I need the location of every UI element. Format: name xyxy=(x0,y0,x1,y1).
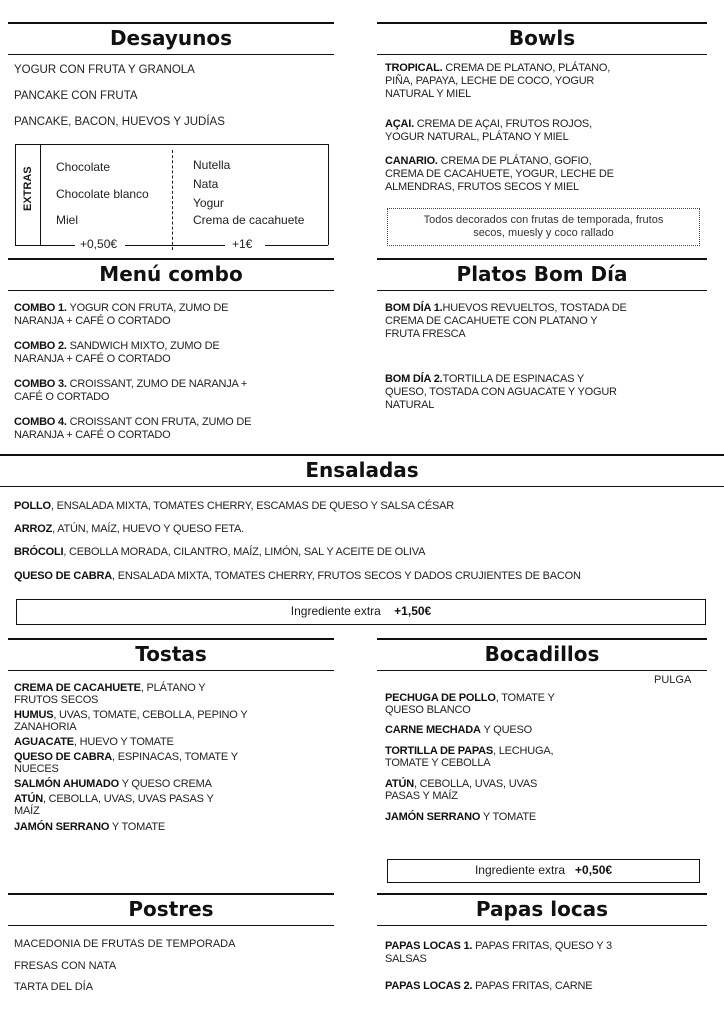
tosta-desc: , ESPINACAS, TOMATE Y xyxy=(112,751,238,763)
tosta-name: SALMÓN AHUMADO xyxy=(14,778,119,790)
combo-title: Menú combo xyxy=(99,262,243,286)
tosta-item xyxy=(14,821,334,833)
bomdia-name: BOM DÍA 2. xyxy=(385,373,443,385)
tostas-list xyxy=(14,682,334,833)
postre-item: FRESAS CON NATA xyxy=(14,960,117,972)
bowls-note: secos, muesly y coco rallado xyxy=(473,227,614,239)
papas-desc: SALSAS xyxy=(385,953,427,965)
bomdia-desc: TORTILLA DE ESPINACAS Y xyxy=(442,373,585,385)
ensalada-item xyxy=(14,570,714,583)
tosta-desc: FRUTOS SECOS xyxy=(14,694,99,706)
tosta-item xyxy=(14,778,334,790)
combo-desc: CROISSANT, ZUMO DE NARANJA + xyxy=(66,378,248,390)
combo-item xyxy=(14,416,334,442)
bomdia-title: Platos Bom Día xyxy=(456,262,628,286)
desayunos-title: Desayunos xyxy=(109,26,233,50)
ensaladas-title: Ensaladas xyxy=(305,458,419,482)
tosta-name: HUMUS xyxy=(14,709,54,721)
bocadillos-list xyxy=(385,692,705,823)
menu-item: PANCAKE CON FRUTA xyxy=(14,90,138,102)
bowl-item xyxy=(385,155,705,194)
bocadillo-desc: PASAS Y MAÍZ xyxy=(385,790,458,802)
menu-item: YOGUR CON FRUTA Y GRANOLA xyxy=(14,64,195,76)
bowl-name: TROPICAL. xyxy=(385,62,443,74)
combo-desc: SANDWICH MIXTO, ZUMO DE xyxy=(66,340,220,352)
tosta-item xyxy=(14,736,334,748)
combo-item xyxy=(14,378,334,404)
combo-desc: NARANJA + CAFÉ O CORTADO xyxy=(14,353,171,365)
bowl-desc: NATURAL Y MIEL xyxy=(385,88,472,100)
bowl-desc: ALMENDRAS, FRUTOS SECOS Y MIEL xyxy=(385,181,579,193)
tosta-item xyxy=(14,682,334,694)
pulga-label: PULGA xyxy=(654,674,692,686)
bowl-desc: PIÑA, PAPAYA, LECHE DE COCO, YOGUR xyxy=(385,75,595,87)
bowl-desc: CREMA DE AÇAI, FRUTOS ROJOS, xyxy=(413,118,592,130)
bocadillo-desc: Y QUESO xyxy=(480,724,532,736)
postres-header xyxy=(8,893,334,926)
extras-label: EXTRAS xyxy=(22,166,34,211)
tosta-name: AGUACATE xyxy=(14,736,74,748)
bocadillo-desc: , TOMATE Y xyxy=(495,692,555,704)
bocadillo-item xyxy=(385,745,705,757)
tosta-desc: , CEBOLLA, UVAS, UVAS PASAS Y xyxy=(42,793,214,805)
bowls-note-box xyxy=(387,208,700,246)
ensalada-item xyxy=(14,523,714,536)
extras-price-1: +0,50€ xyxy=(80,237,118,251)
ensaladas-extra-box xyxy=(16,599,706,625)
tostas-header xyxy=(8,638,334,671)
extra-price: +0,50€ xyxy=(575,863,613,877)
ensalada-desc: , ENSALADA MIXTA, TOMATES CHERRY, FRUTOS SECOS Y DADOS CRUJIENTES DE BACON xyxy=(112,570,581,582)
combo-name: COMBO 3. xyxy=(14,378,67,390)
bowls-header xyxy=(377,22,707,55)
bowls-title: Bowls xyxy=(508,26,576,50)
combo-item xyxy=(14,340,334,366)
extra-item: Nutella xyxy=(193,158,231,172)
papas-item xyxy=(385,980,705,993)
bowl-item xyxy=(385,118,705,144)
bocadillo-item xyxy=(385,778,705,790)
bowl-desc: YOGUR NATURAL, PLÁTANO Y MIEL xyxy=(385,131,569,143)
extra-price: +1,50€ xyxy=(394,604,432,618)
ensalada-name: BRÓCOLI xyxy=(14,546,64,558)
ensalada-desc: , ATÚN, MAÍZ, HUEVO Y QUESO FETA. xyxy=(52,523,244,535)
bowls-note: Todos decorados con frutas de temporada, frutos xyxy=(423,214,664,226)
bocadillo-item xyxy=(385,724,705,736)
menu-item: PANCAKE, BACON, HUEVOS Y JUDÍAS xyxy=(14,116,225,128)
tosta-desc: NUECES xyxy=(14,763,59,775)
extra-item: Chocolate xyxy=(56,160,111,174)
bocadillos-title: Bocadillos xyxy=(484,642,600,666)
extra-item: Chocolate blanco xyxy=(56,187,149,201)
tosta-desc: , PLÁTANO Y xyxy=(140,682,206,694)
bomdia-desc: CREMA DE CACAHUETE CON PLATANO Y xyxy=(385,315,598,327)
combo-name: COMBO 2. xyxy=(14,340,67,352)
tosta-desc: ZANAHORIA xyxy=(14,721,77,733)
bocadillo-name: TORTILLA DE PAPAS xyxy=(385,745,494,757)
ensaladas-header xyxy=(0,454,724,487)
extra-label: Ingrediente extra xyxy=(290,604,381,618)
bocadillo-desc: , LECHUGA, xyxy=(493,745,554,757)
tosta-name: QUESO DE CABRA xyxy=(14,751,113,763)
tosta-item xyxy=(14,751,334,763)
tosta-desc: MAÍZ xyxy=(14,805,40,817)
tosta-name: JAMÓN SERRANO xyxy=(14,821,110,833)
bocadillo-item xyxy=(385,811,705,823)
tosta-name: CREMA DE CACAHUETE xyxy=(14,682,141,694)
papas-title: Papas locas xyxy=(475,897,609,921)
bocadillo-desc: TOMATE Y CEBOLLA xyxy=(385,757,491,769)
ensalada-desc: , ENSALADA MIXTA, TOMATES CHERRY, ESCAMAS DE QUESO Y SALSA CÉSAR xyxy=(50,500,454,512)
ensalada-item xyxy=(14,500,714,513)
tosta-name: ATÚN xyxy=(14,793,43,805)
extra-item: Crema de cacahuete xyxy=(193,213,305,227)
bocadillo-item xyxy=(385,692,705,704)
ensalada-desc: , CEBOLLA MORADA, CILANTRO, MAÍZ, LIMÓN, SAL Y ACEITE DE OLIVA xyxy=(63,546,426,558)
bomdia-desc: NATURAL xyxy=(385,399,435,411)
bomdia-name: BOM DÍA 1. xyxy=(385,302,443,314)
bowl-name: AÇAI. xyxy=(385,118,414,130)
tosta-item xyxy=(14,709,334,721)
bomdia-header xyxy=(377,258,707,291)
bowl-desc: CREMA DE PLATANO, PLÁTANO, xyxy=(442,62,611,74)
combo-name: COMBO 1. xyxy=(14,302,67,314)
bomdia-item xyxy=(385,302,705,341)
combo-desc: CAFÉ O CORTADO xyxy=(14,391,110,403)
bocadillos-extra-box xyxy=(387,859,700,883)
bomdia-desc: QUESO, TOSTADA CON AGUACATE Y YOGUR xyxy=(385,386,617,398)
tosta-desc: Y TOMATE xyxy=(109,821,166,833)
bomdia-desc: HUEVOS REVUELTOS, TOSTADA DE xyxy=(442,302,627,314)
ensalada-item xyxy=(14,546,714,559)
combo-header xyxy=(8,258,334,291)
papas-name: PAPAS LOCAS 1. xyxy=(385,940,473,952)
bocadillo-desc: Y TOMATE xyxy=(480,811,537,823)
postres-title: Postres xyxy=(128,897,214,921)
postre-item: MACEDONIA DE FRUTAS DE TEMPORADA xyxy=(14,938,236,950)
bomdia-item xyxy=(385,373,705,412)
extra-item: Nata xyxy=(193,177,219,191)
postre-item: TARTA DEL DÍA xyxy=(14,981,94,993)
bocadillo-name: JAMÓN SERRANO xyxy=(385,811,481,823)
papas-item xyxy=(385,940,705,966)
bocadillo-name: PECHUGA DE POLLO xyxy=(385,692,496,704)
combo-desc: CROISSANT CON FRUTA, ZUMO DE xyxy=(66,416,252,428)
ensalada-name: POLLO xyxy=(14,500,51,512)
combo-name: COMBO 4. xyxy=(14,416,67,428)
tostas-title: Tostas xyxy=(135,642,207,666)
ensalada-name: ARROZ xyxy=(14,523,53,535)
papas-name: PAPAS LOCAS 2. xyxy=(385,980,473,992)
extra-item: Yogur xyxy=(193,196,224,210)
bowl-item xyxy=(385,62,705,101)
desayunos-header xyxy=(8,22,334,55)
tosta-desc: , UVAS, TOMATE, CEBOLLA, PEPINO Y xyxy=(53,709,248,721)
bocadillo-name: CARNE MECHADA xyxy=(385,724,481,736)
bocadillo-desc: QUESO BLANCO xyxy=(385,704,471,716)
ensalada-name: QUESO DE CABRA xyxy=(14,570,113,582)
bowl-name: CANARIO. xyxy=(385,155,438,167)
bomdia-desc: FRUTA FRESCA xyxy=(385,328,466,340)
bowl-desc: CREMA DE CACAHUETE, YOGUR, LECHE DE xyxy=(385,168,614,180)
bowl-desc: CREMA DE PLÁTANO, GOFIO, xyxy=(437,155,592,167)
combo-desc: NARANJA + CAFÉ O CORTADO xyxy=(14,429,171,441)
combo-desc: YOGUR CON FRUTA, ZUMO DE xyxy=(66,302,229,314)
tosta-desc: Y QUESO CREMA xyxy=(118,778,212,790)
bocadillos-header xyxy=(377,638,707,671)
bocadillo-name: ATÚN xyxy=(385,778,414,790)
extra-label: Ingrediente extra xyxy=(474,863,565,877)
papas-header xyxy=(377,893,707,926)
papas-desc: PAPAS FRITAS, CARNE xyxy=(472,980,593,992)
bocadillo-desc: , CEBOLLA, UVAS, UVAS xyxy=(413,778,538,790)
combo-desc: NARANJA + CAFÉ O CORTADO xyxy=(14,315,171,327)
papas-desc: PAPAS FRITAS, QUESO Y 3 xyxy=(472,940,612,952)
extras-price-2: +1€ xyxy=(232,237,253,251)
combo-item xyxy=(14,302,334,328)
tosta-desc: , HUEVO Y TOMATE xyxy=(73,736,174,748)
tosta-item xyxy=(14,793,334,805)
extra-item: Miel xyxy=(56,213,79,227)
